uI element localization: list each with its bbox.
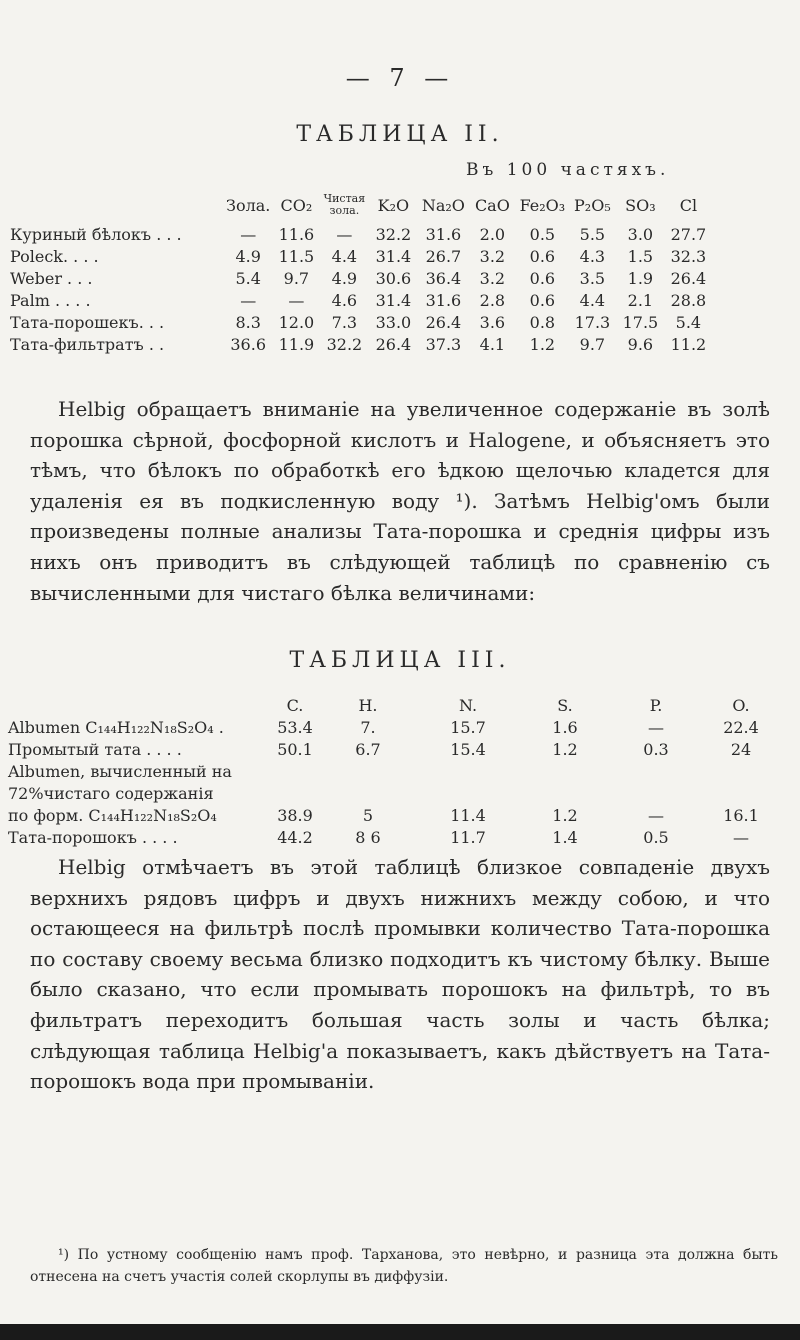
table-row — [8, 289, 712, 311]
cell: 3.2 — [479, 246, 506, 266]
cell: 53.4 — [277, 717, 313, 737]
cell: 4.9 — [235, 246, 261, 266]
cell: 30.6 — [375, 268, 412, 288]
cell: 0.8 — [529, 312, 556, 332]
paragraph-2-text: Helbig отмѣчаетъ въ этой таблицѣ близкое совпаденіе двухъ верхнихъ рядовъ цифръ и двухъ нижнихъ между собою, и что остающееся на фильтрѣ послѣ промывки количество Тата-порошка по составу своему весьма близко подходитъ къ чистому бѣлку. Выше было сказано, что если промывать порошокъ на фильтрѣ, то въ фильтратъ переходитъ большая часть золы и часть бѣлка; слѣдующая таблица Helbig'а показываетъ, какъ дѣйствуетъ на Тата-порошокъ вода при промываніи. — [30, 855, 770, 1094]
table-row — [8, 333, 712, 355]
cell: 36.6 — [230, 334, 266, 354]
row-label: 72%чистаго содержанія — [8, 783, 214, 803]
cell: 31.4 — [375, 290, 412, 310]
cell: 0.6 — [529, 290, 556, 310]
cell: 4.3 — [579, 246, 606, 266]
cell: 44.2 — [277, 827, 313, 847]
table-row — [8, 782, 780, 804]
cell — [320, 782, 416, 804]
cell: 32.2 — [375, 224, 412, 244]
cell: 2.0 — [479, 224, 506, 244]
cell: 5.5 — [579, 224, 606, 244]
row-label: Тата-порошекъ. . . — [10, 312, 165, 332]
row-label: Куриный бѣлокъ . . . — [10, 224, 182, 244]
cell: 3.0 — [627, 224, 654, 244]
cell — [702, 760, 780, 782]
cell: 1.4 — [552, 827, 578, 847]
cell: 5.4 — [675, 312, 702, 332]
table3 — [8, 694, 780, 848]
cell: 9.7 — [283, 268, 310, 288]
table-row — [8, 760, 780, 782]
table-row — [8, 223, 712, 245]
table2-col-header: Чистая зола. — [323, 192, 366, 217]
cell: 26.4 — [425, 312, 462, 332]
cell — [610, 760, 702, 782]
table3-col-header: S. — [557, 695, 573, 715]
cell: — — [240, 290, 257, 310]
cell — [520, 782, 610, 804]
cell — [416, 782, 520, 804]
cell — [270, 760, 320, 782]
row-label: Тата-порошокъ . . . . — [8, 827, 178, 847]
cell: 22.4 — [723, 717, 759, 737]
cell: 0.5 — [529, 224, 556, 244]
cell: 33.0 — [375, 312, 412, 332]
cell: — — [648, 717, 664, 737]
cell: 31.6 — [425, 224, 462, 244]
cell: 38.9 — [277, 805, 313, 825]
row-label: по форм. C₁₄₄H₁₂₂N₁₈S₂O₄ — [8, 805, 217, 825]
table3-col-header: N. — [458, 695, 478, 715]
row-label: Промытый тата . . . . — [8, 739, 182, 759]
table3-col-header: P. — [649, 695, 663, 715]
cell: 11.5 — [278, 246, 315, 266]
table2-col-header: Cl — [679, 195, 698, 215]
cell: 17.3 — [574, 312, 611, 332]
table3-title: ТАБЛИЦА III. — [289, 648, 511, 673]
table-row — [8, 826, 780, 848]
cell: 12.0 — [278, 312, 315, 332]
table2-col-header: P₂O₅ — [574, 195, 611, 215]
paragraph-2 — [30, 852, 770, 1097]
table-row — [8, 245, 712, 267]
cell: 2.1 — [627, 290, 654, 310]
table2-col-header: CaO — [474, 195, 510, 215]
cell: 11.2 — [670, 334, 707, 354]
cell: 5 — [362, 805, 374, 825]
cell: 50.1 — [277, 739, 313, 759]
cell: 24 — [730, 739, 752, 759]
table2-col-header: Зола. — [226, 195, 271, 215]
cell: 11.4 — [450, 805, 486, 825]
cell: 36.4 — [425, 268, 462, 288]
cell: 1.5 — [627, 246, 654, 266]
cell: 26.4 — [670, 268, 707, 288]
row-label: Тата-фильтратъ . . — [10, 334, 165, 354]
cell: 31.4 — [375, 246, 412, 266]
table-row — [8, 267, 712, 289]
table2-subheader: Въ 100 частяхъ. — [466, 160, 670, 180]
cell: 9.7 — [579, 334, 606, 354]
cell: 0.6 — [529, 246, 556, 266]
table-row — [8, 311, 712, 333]
table3-col-header: O. — [732, 695, 750, 715]
cell: 11.6 — [278, 224, 315, 244]
cell: 8.3 — [235, 312, 261, 332]
cell: 7.3 — [331, 312, 358, 332]
cell: 27.7 — [670, 224, 707, 244]
footnote-text: ¹) По устному сообщенію намъ проф. Тарханова, это невѣрно, и разница эта должна быть отнесена на счетъ участія солей скорлупы въ диффузіи. — [30, 1247, 778, 1285]
cell: 32.2 — [326, 334, 363, 354]
table2 — [8, 187, 712, 355]
cell: 15.7 — [450, 717, 486, 737]
cell: — — [240, 224, 257, 244]
cell: 11.7 — [450, 827, 486, 847]
table3-header-row — [8, 694, 780, 716]
table2-corner — [8, 187, 224, 223]
cell: 4.4 — [331, 246, 358, 266]
row-label: Albumen C₁₄₄H₁₂₂N₁₈S₂O₄ . — [8, 717, 224, 737]
cell: 17.5 — [622, 312, 659, 332]
scan-border — [0, 1324, 800, 1340]
table2-col-header: SO₃ — [625, 195, 656, 215]
cell: 4.9 — [331, 268, 358, 288]
footnote — [30, 1244, 778, 1288]
table-row — [8, 738, 780, 760]
cell: 3.5 — [579, 268, 606, 288]
cell — [320, 760, 416, 782]
cell: 1.2 — [529, 334, 556, 354]
cell: 8 6 — [355, 827, 381, 847]
cell — [702, 782, 780, 804]
cell: 0.3 — [643, 739, 669, 759]
cell: 3.6 — [479, 312, 506, 332]
cell — [520, 760, 610, 782]
table2-col-header: Na₂O — [421, 195, 465, 215]
cell: 26.7 — [425, 246, 462, 266]
table2-col-header: CO₂ — [280, 195, 313, 215]
cell: 37.3 — [425, 334, 462, 354]
paragraph-1 — [30, 394, 770, 608]
cell: 32.3 — [670, 246, 707, 266]
cell — [270, 782, 320, 804]
row-label: Poleck. . . . — [10, 246, 99, 266]
row-label: Palm . . . . — [10, 290, 91, 310]
cell: 28.8 — [670, 290, 707, 310]
cell: 1.9 — [627, 268, 654, 288]
cell: 5.4 — [235, 268, 261, 288]
cell: 4.1 — [479, 334, 506, 354]
cell: 6.7 — [355, 739, 381, 759]
cell: 4.4 — [579, 290, 606, 310]
cell: 31.6 — [425, 290, 462, 310]
cell: 15.4 — [450, 739, 486, 759]
table-row — [8, 804, 780, 826]
cell: — — [336, 224, 353, 244]
table-row — [8, 716, 780, 738]
cell: 2.8 — [479, 290, 506, 310]
cell: 0.5 — [643, 827, 669, 847]
cell: 1.6 — [552, 717, 578, 737]
cell: 26.4 — [375, 334, 412, 354]
cell: 11.9 — [278, 334, 315, 354]
cell: 16.1 — [723, 805, 759, 825]
cell — [416, 760, 520, 782]
cell: 0.6 — [529, 268, 556, 288]
cell: 1.2 — [552, 739, 578, 759]
table3-col-header: H. — [358, 695, 378, 715]
cell: 3.2 — [479, 268, 506, 288]
table2-col-header: K₂O — [377, 195, 410, 215]
table3-corner — [8, 694, 270, 716]
page-number: — 7 — — [345, 64, 455, 92]
row-label: Albumen, вычисленный на — [8, 761, 232, 781]
cell: 4.6 — [331, 290, 358, 310]
cell: 9.6 — [627, 334, 654, 354]
cell: — — [288, 290, 305, 310]
cell: — — [733, 827, 749, 847]
cell: 7. — [360, 717, 376, 737]
cell: 1.2 — [552, 805, 578, 825]
table2-title: ТАБЛИЦА II. — [296, 122, 504, 147]
paragraph-1-text: Helbig обращаетъ вниманіе на увеличенное содержаніе въ золѣ порошка сѣрной, фосфорной кислотъ и Halogene, и объясняетъ это тѣмъ, что бѣлокъ по обработкѣ его ѣдкою щелочью кладется для удаленія ея въ подкисленную воду ¹). Затѣмъ Helbig'омъ были произведены полные анализы Тата-порошка и среднія цифры изъ нихъ онъ приводитъ въ слѣдующей таблицѣ по сравненію съ вычисленными для чистаго бѣлка величинами: — [30, 397, 770, 605]
table2-header-row — [8, 187, 712, 223]
cell — [610, 782, 702, 804]
row-label: Weber . . . — [10, 268, 93, 288]
table2-col-header: Fe₂O₃ — [519, 195, 566, 215]
table3-col-header: C. — [286, 695, 304, 715]
cell: — — [648, 805, 664, 825]
